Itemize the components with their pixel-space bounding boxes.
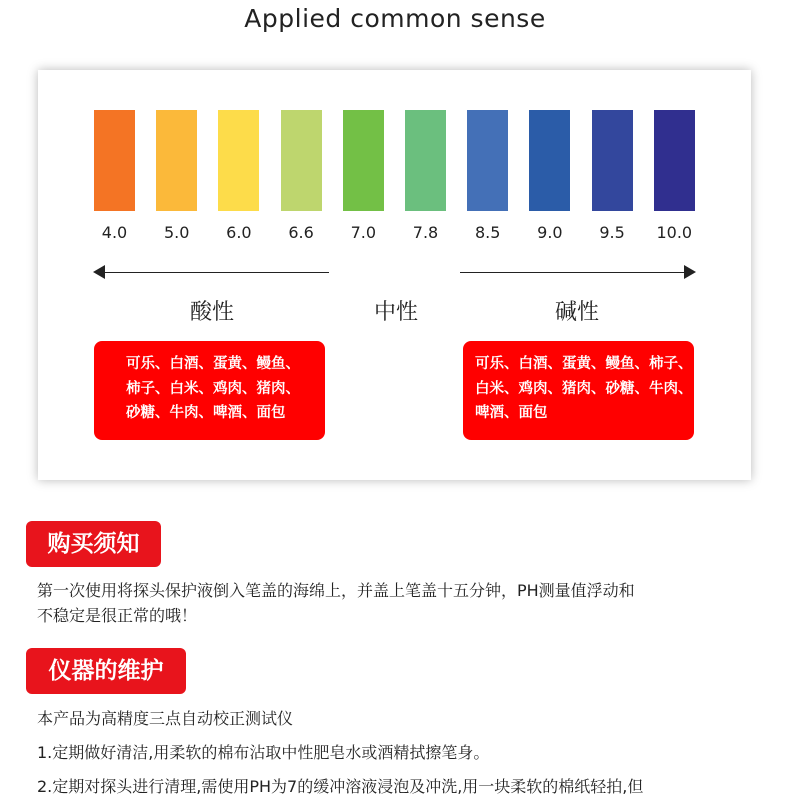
purchase-notice-badge: 购买须知 [26,521,161,567]
ph-swatch [654,110,695,211]
arrow-right-icon [684,265,696,279]
maintenance-badge: 仪器的维护 [26,648,186,694]
ph-swatch [405,110,446,211]
ph-swatch [94,110,135,211]
ph-swatch [592,110,633,211]
acid-foods-line: 砂糖、牛肉、啤酒、面包 [126,405,286,421]
alkaline-foods-line: 啤酒、面包 [475,405,548,421]
ph-scale-card [38,70,751,480]
ph-value-label: 9.5 [599,223,625,242]
ph-swatch [281,110,322,211]
ph-swatch [156,110,197,211]
ph-swatch [343,110,384,211]
acid-foods-line: 可乐、白酒、蛋黄、鳗鱼、 [126,356,300,372]
alkaline-label: 碱性 [554,300,599,325]
ph-value-label: 7.0 [350,223,377,242]
ph-value-label: 10.0 [656,223,693,242]
ph-value-label: 7.8 [412,223,439,242]
alkaline-arrow-line [460,272,686,273]
maintenance-line: 本产品为高精度三点自动校正测试仪 [37,709,294,728]
purchase-notice-line: 不稳定是很正常的哦！ [37,606,198,625]
maintenance-line: 2.定期对探头进行清理,需使用PH为7的缓冲溶液浸泡及冲洗,用一块柔软的棉纸轻拍,但 [37,777,644,796]
page-title: Applied common sense [244,4,546,33]
ph-value-label: 9.0 [537,223,563,242]
maintenance-line: 1.定期做好清洁,用柔软的棉布沾取中性肥皂水或酒精拭擦笔身。 [37,743,490,762]
acid-label: 酸性 [189,300,234,325]
acid-arrow-line [104,272,329,273]
ph-value-label: 6.0 [226,223,252,242]
ph-swatch [218,110,259,211]
ph-swatch [529,110,570,211]
alkaline-foods-box [463,341,694,440]
acid-foods-line: 柿子、白米、鸡肉、猪肉、 [126,380,300,397]
purchase-notice-line: 第一次使用将探头保护液倒入笔盖的海绵上，并盖上笔盖十五分钟，PH测量值浮动和 [37,581,635,600]
ph-value-label: 5.0 [163,223,190,242]
alkaline-foods-line: 白米、鸡肉、猪肉、砂糖、牛肉、 [475,380,693,397]
neutral-label: 中性 [373,300,418,325]
ph-value-label: 6.6 [288,223,314,242]
ph-value-label: 4.0 [101,223,128,242]
acid-foods-box [94,341,325,440]
ph-swatch [467,110,508,211]
alkaline-foods-line: 可乐、白酒、蛋黄、鳗鱼、柿子、 [475,356,693,372]
ph-value-label: 8.5 [474,223,501,242]
